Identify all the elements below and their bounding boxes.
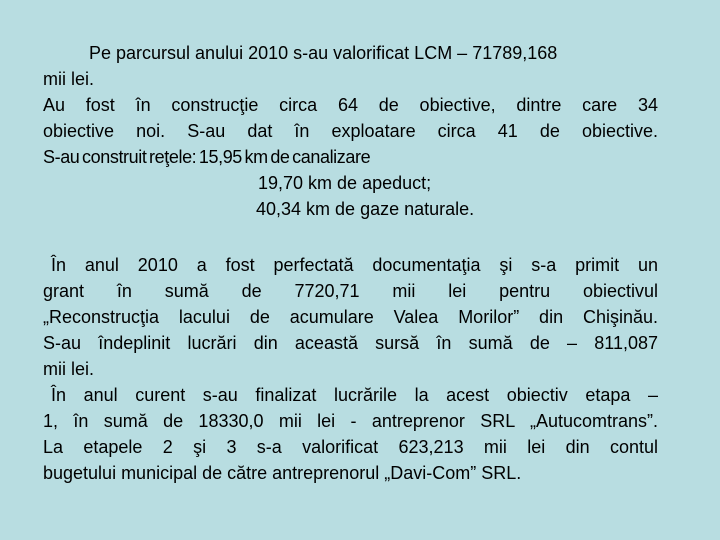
text-line: La etapele 2 şi 3 s-a valorificat 623,213 mii lei din contul [43, 437, 658, 457]
paragraph-grant [43, 252, 658, 486]
text-line: 40,34 km de gaze naturale. [256, 199, 475, 219]
paragraph-investments [43, 40, 658, 222]
text-line: Au fost în construcţie circa 64 de obiective, dintre care 34 [43, 95, 658, 115]
text-line: În anul 2010 a fost perfectată documentaţia şi s-a primit un [51, 255, 658, 275]
text-line: „Reconstrucţia lacului de acumulare Valea Morilor” din Chişinău. [43, 307, 658, 327]
text-line: S-au construit reţele: 15,95 km de canalizare [43, 147, 371, 167]
text-line: 1, în sumă de 18330,0 mii lei - antreprenor SRL „Autucomtrans”. [43, 411, 658, 431]
text-line: S-au îndeplinit lucrări din această sursă în sumă de – 811,087 [43, 333, 658, 353]
text-line: mii lei. [43, 359, 95, 379]
text-line: bugetului municipal de către antreprenorul „Davi-Com” SRL. [43, 463, 522, 483]
text-line: În anul curent s-au finalizat lucrările la acest obiectiv etapa – [51, 385, 658, 405]
text-line: 19,70 km de apeduct; [258, 173, 432, 193]
text-line: Pe parcursul anului 2010 s-au valorificat LCM – 71789,168 [89, 43, 558, 63]
text-line: grant în sumă de 7720,71 mii lei pentru obiectivul [43, 281, 658, 301]
text-line: obiective noi. S-au dat în exploatare circa 41 de obiective. [43, 121, 658, 141]
text-line: mii lei. [43, 69, 95, 89]
